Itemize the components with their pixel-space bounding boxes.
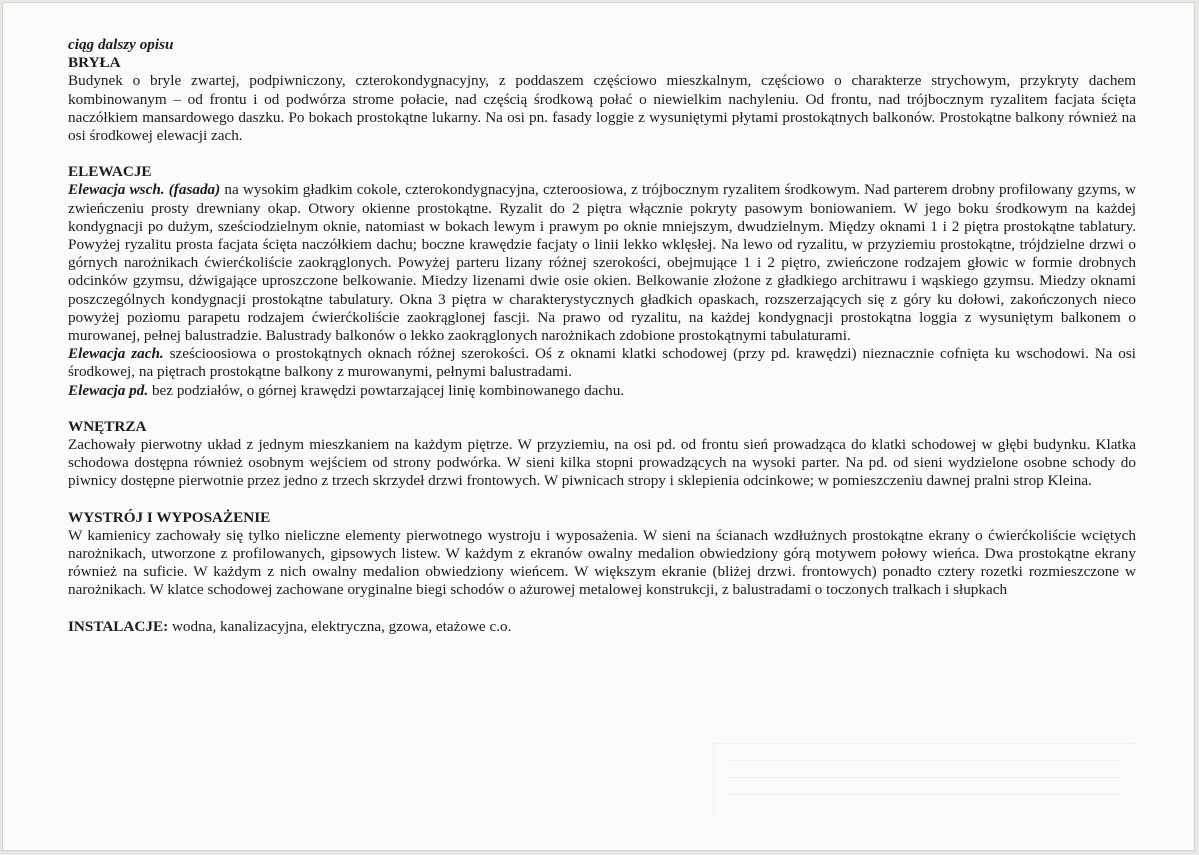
text-elewacja-wsch: na wysokim gładkim cokole, czterokondygnacyjna, czteroosiowa, z trójbocznym ryzalitem środkowym. Nad parterem drobny profilowany gzyms, w zwieńczeniu prosty drewniany okap. Otwory okienne prostokątne. Ryzalit do 2 piętra włącznie pokryty pasowym boniowaniem. W jego boku środkowym na każdej kondygnacji po dużym, sześciodzielnym oknie, natomiast w bokach lewym i prawym po oknie mniejszym, dwudzielnym. Między oknami 1 i 2 piętra prostokątne tablatury. Powyżej ryzalitu prosta facjata ścięta naczółkiem dachu; boczne krawędzie facjaty o linii lekko wklęsłej. Na lewo od ryzalitu, w przyziemiu prostokątne, trójdzielne drzwi o górnych narożnikach ćwierćkoliście zaokrąglonych. Powyżej parteru lizany różnej szerokości, obejmujące 1 i 2 piętro, zwieńczone rodzajem głowic w formie drobnych odcinków gzymsu, dźwigające uproszczone belkowanie. Miedzy lizenami dwie osie okien. Belkowanie złożone z gładkiego architrawu i wąskiego gzymsu. Miedzy oknami poszczególnych kondygnacji prostokątne tabulatury. Okna 3 piętra w charakterystycznych gładkich opaskach, rozszerzających się z góry ku dołowi, zakończonych nieco powyżej poziomu parapetu rodzajem ćwierćkoliście zaokrąglonej fascji. Na prawo od ryzalitu, na każdej kondygnacji prostokątna loggia z wysuniętym balkonem o murowanej, pełnej balustradzie. Balustrady balkonów o lekko zaokrąglonych narożnikach zdobione prostokątnymi tabulaturami. [68,181,1136,345]
bleed-through-form [713,743,1134,814]
label-elewacja-pd: Elewacja pd. [68,381,149,399]
paragraph-elewacja-zach [68,345,1136,381]
bleed-through-line [726,760,1122,761]
paragraph-bryla: Budynek o bryle zwartej, podpiwniczony, czterokondygnacyjny, z poddaszem częściowo mieszkalnym, częściowo o charakterze strychowym, przykryty dachem kombinowanym – od frontu i od podwórza strome połacie, nad częścią środkową połać o niewielkim nachyleniu. Od frontu, nad trójbocznym ryzalitem facjata ścięta naczółkiem mansardowego daszku. Po bokach prostokątne lukarny. Na osi pn. fasady loggie z wysuniętymi płytami prostokątnych balkonów. Prostokątne balkony również na osi środkowej elewacji zach. [68,72,1136,145]
bleed-through-line [726,794,1122,795]
text-elewacja-pd: bez podziałów, o górnej krawędzi powtarzającej linię kombinowanego dachu. [148,381,625,399]
heading-bryla: BRYŁA [68,54,121,72]
section-elewacje [68,163,1136,400]
document-page [2,2,1195,851]
paragraph-instalacje [68,618,1136,636]
paragraph-wnetrza: Zachowały pierwotny układ z jednym mieszkaniem na każdym piętrze. W przyziemiu, na osi pd. od frontu sień prowadząca do klatki schodowej w głębi budynku. Klatka schodowa dostępna również osobnym wejściem od strony podwórka. W sieni kilka stopni prowadzących na wysoki parter. Na pd. od sieni wydzielone osobne schody do piwnicy dostępne pierwotnie przez jedno z trzech skrzydeł drzwi frontowych. W piwnicach stropy i sklepienia odcinkowe; w pomieszczeniu dawnej pralni strop Kleina. [68,436,1136,490]
bleed-through-line [726,777,1122,778]
text-instalacje: wodna, kanalizacyjna, elektryczna, gzowa, etażowe c.o. [168,617,512,635]
paragraph-elewacja-wsch [68,181,1136,345]
paragraph-elewacja-pd [68,382,1136,400]
paragraph-wystroj: W kamienicy zachowały się tylko nieliczne elementy pierwotnego wystroju i wyposażenia. W sieni na ścianach wzdłużnych prostokątne ekrany o ćwierćkoliście wciętych narożnikach, utworzone z profilowanych, gipsowych listew. W każdym z ekranów owalny medalion obwiedziony górą motywem połowy wieńca. Dwa prostokątne ekrany również na suficie. W każdym z nich owalny medalion obwiedziony wieńcem. W większym ekranie (bliżej drzwi. frontowych) ponadto cztery rozetki rozmieszczone w narożnikach. W klatce schodowej zachowane oryginalne biegi schodów o ażurowej metalowej konstrukcji, z balustradami o toczonych tralkach i słupkach [68,526,1136,599]
heading-elewacje: ELEWACJE [68,163,152,181]
caption: ciąg dalszy opisu [68,36,174,53]
text-elewacja-zach: sześcioosiowa o prostokątnych oknach różnej szerokości. Oś z oknami klatki schodowej (przy pd. krawędzi) nieznacznie cofnięta ku wschodowi. Na osi środkowej, na piętrach prostokątne balkony z murowanymi, pełnymi balustradami. [68,345,1136,381]
document-body [68,36,1136,636]
label-elewacja-zach: Elewacja zach. [68,345,164,363]
heading-wnetrza: WNĘTRZA [68,417,147,435]
label-elewacja-wsch: Elewacja wsch. (fasada) [68,181,221,199]
section-wnetrza [68,418,1136,491]
section-instalacje [68,618,1136,636]
section-wystroj [68,509,1136,600]
heading-wystroj: WYSTRÓJ I WYPOSAŻENIE [68,508,271,526]
label-instalacje: INSTALACJE: [68,617,169,635]
